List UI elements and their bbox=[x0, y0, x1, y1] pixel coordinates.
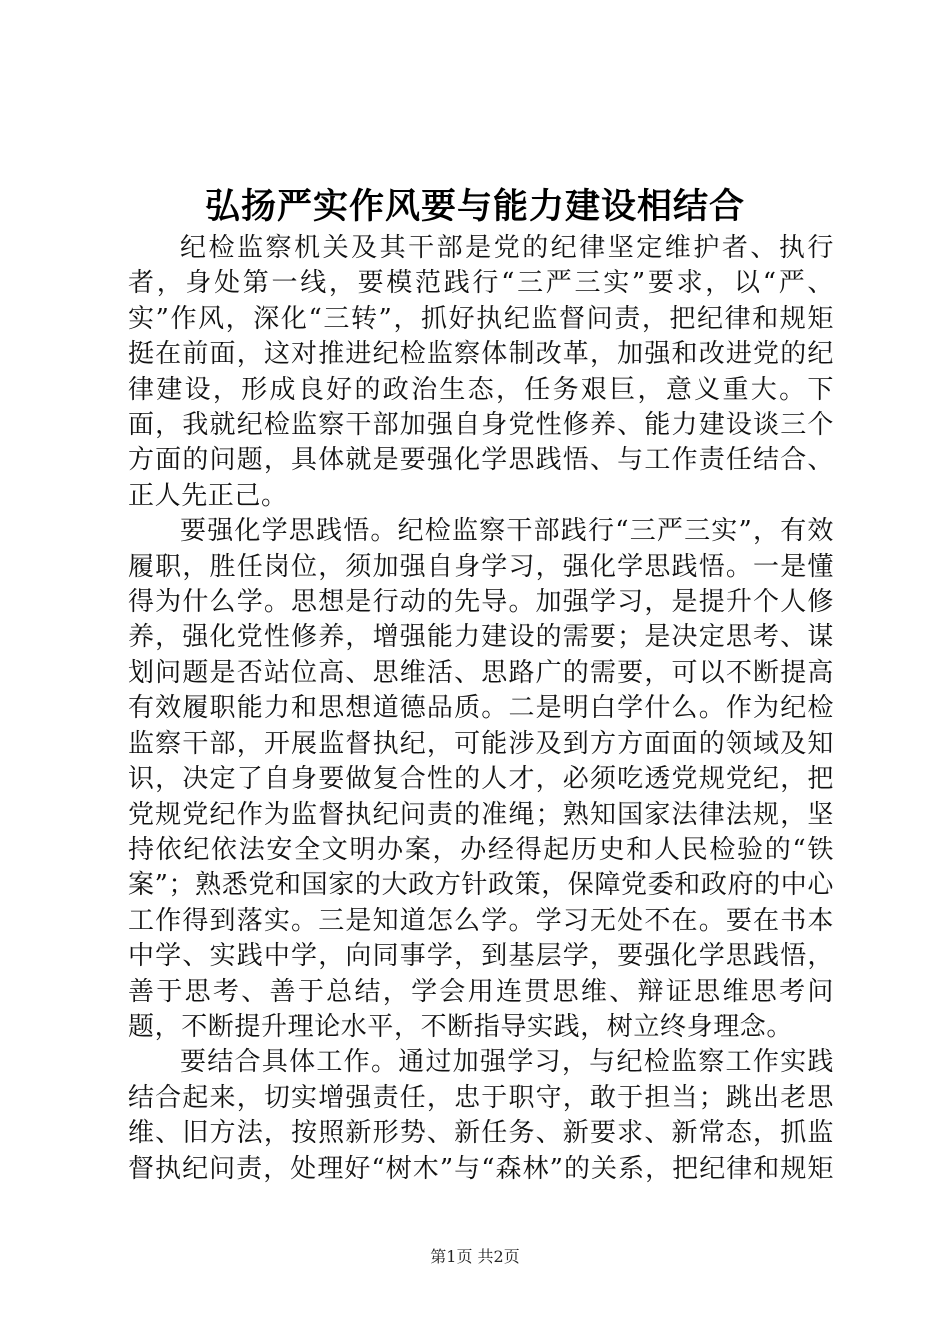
page-number: 第1页 共2页 bbox=[430, 1247, 520, 1266]
document-body bbox=[128, 231, 834, 1189]
document-title: 弘扬严实作风要与能力建设相结合 bbox=[204, 186, 745, 227]
paragraph-study: 要强化学思践悟。纪检监察干部践行“三严三实”，有效履职，胜任岗位，须加强自身学习，强化学思践悟。一是懂得为什么学。思想是行动的先导。加强学习，是提升个人修养，强化党性修养，增强能力建设的需要；是决定思考、谋划问题是否站位高、思维活、思路广的需要，可以不断提高有效履职能力和思想道德品质。二是明白学什么。作为纪检监察干部，开展监督执纪，可能涉及到方方面面的领域及知识，决定了自身要做复合性的人才，必须吃透党规党纪，把党规党纪作为监督执纪问责的准绳；熟知国家法律法规，坚持依纪依法安全文明办案，办经得起历史和人民检验的“铁案”；熟悉党和国家的大政方针政策，保障党委和政府的中心工作得到落实。三是知道怎么学。学习无处不在。要在书本中学、实践中学，向同事学，到基层学，要强化学思践悟，善于思考、善于总结，学会用连贯思维、辩证思维思考问题，不断提升理论水平，不断指导实践，树立终身理念。 bbox=[128, 516, 834, 1042]
paragraph-work: 要结合具体工作。通过加强学习，与纪检监察工作实践结合起来，切实增强责任，忠于职守，敢于担当；跳出老思维、旧方法，按照新形势、新任务、新要求、新常态，抓监督执纪问责，处理好“树木”与“森林”的关系，把纪律和规矩 bbox=[128, 1047, 834, 1184]
paragraph-intro: 纪检监察机关及其干部是党的纪律坚定维护者、执行者，身处第一线，要模范践行“三严三实”要求，以“严、实”作风，深化“三转”，抓好执纪监督问责，把纪律和规矩挺在前面，这对推进纪检监察体制改革，加强和改进党的纪律建设，形成良好的政治生态，任务艰巨，意义重大。下面，我就纪检监察干部加强自身党性修养、能力建设谈三个方面的问题，具体就是要强化学思践悟、与工作责任结合、正人先正己。 bbox=[128, 233, 834, 511]
